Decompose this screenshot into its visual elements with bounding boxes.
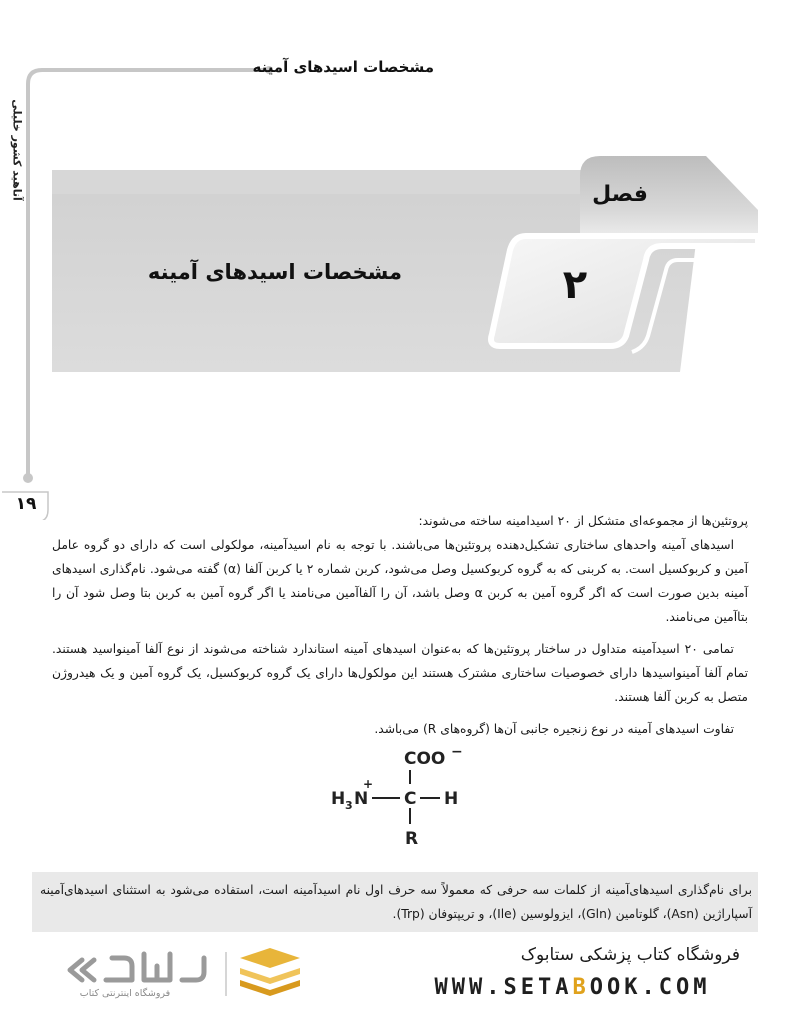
structure-c-label: C [404, 789, 417, 809]
paragraph-side-chain: تفاوت اسیدهای آمینه در نوع زنجیره جانبی آن‌ها (گروه‌های R) می‌باشد. [374, 722, 734, 736]
structure-coo-label: COO [404, 749, 446, 769]
note-text: برای نام‌گذاری اسیدهای‌آمینه از کلمات سه حرفی که معمولاً سه حرف اول نام اسیدآمینه است، استفاده می‌شود به استثنای اسیدهای‌آمینه آسپاراژین (Asn)، گلوتامین (Gln)، ایزولوسین (Ile)، و تریپتوفان (Trp). [40, 883, 752, 921]
structure-minus-charge: − [451, 744, 463, 760]
structure-h3-subscript: 3 [345, 799, 353, 812]
paragraph-standard-amino-acids: تمامی ۲۰ اسیدآمینه متداول در ساختار پروتئین‌ها که به‌عنوان اسیدهای آمینه استاندارد شناخته می‌شوند از نوع آلفا آمینواسید هستند. تمام آلفا آمینواسیدها دارای خصوصیات ساختاری مشترک هستند این مولکول‌ها دارای یک گروه کربوکسیل، یک گروه آمین و یک هیدروژن متصل به کربن آلفا هستند. [52, 642, 748, 704]
chapter-label: فصل [592, 182, 648, 207]
side-author-text: آناهید کشور خلیلی [10, 99, 24, 201]
store-url[interactable] [400, 975, 745, 1000]
structure-h-label: H [444, 789, 459, 809]
paragraph-intro: پروتئین‌ها از مجموعه‌ای متشکل از ۲۰ اسیدامینه ساخته می‌شوند: [418, 514, 748, 528]
structure-plus-charge: + [363, 777, 374, 791]
store-name: فروشگاه کتاب پزشکی ستابوک [520, 945, 740, 965]
store-url-part1: WWW.SETA [434, 975, 573, 1000]
store-url-accent: B [572, 975, 590, 1000]
amino-acid-structure-diagram [320, 742, 480, 854]
running-header-title: مشخصات اسیدهای آمینه [252, 58, 434, 76]
structure-h3-label: H [331, 789, 346, 809]
store-url-part2: OOK.COM [589, 975, 711, 1000]
structure-r-label: R [405, 829, 419, 849]
page-number: ۱۹ [15, 494, 37, 514]
structure-n-label: N [354, 789, 369, 809]
chapter-number: ۲ [562, 262, 588, 308]
paragraph-definition: اسیدهای آمینه واحدهای ساختاری تشکیل‌دهنده پروتئین‌ها می‌باشند. با توجه به نام اسیدآمینه، مولکولی است که دارای دو گروه عامل آمین و کربوکسیل است. به کربنی که به گروه کربوکسیل وصل می‌شود، کربن شماره ۲ یا کربن آلفا (α) گفته می‌شود. نام‌گذاری اسیدهای آمینه بدین صورت است که اگر گروه آمین به کربن α وصل باشد، آن را آلفاآمین می‌نامند یا اگر گروه آمین به کربن بتا وصل شود آن را بتاآمین می‌نامند. [52, 538, 748, 624]
logo-subtitle: فروشگاه اینترنتی کتاب [79, 988, 171, 999]
chapter-title: مشخصات اسیدهای آمینه [147, 260, 403, 284]
